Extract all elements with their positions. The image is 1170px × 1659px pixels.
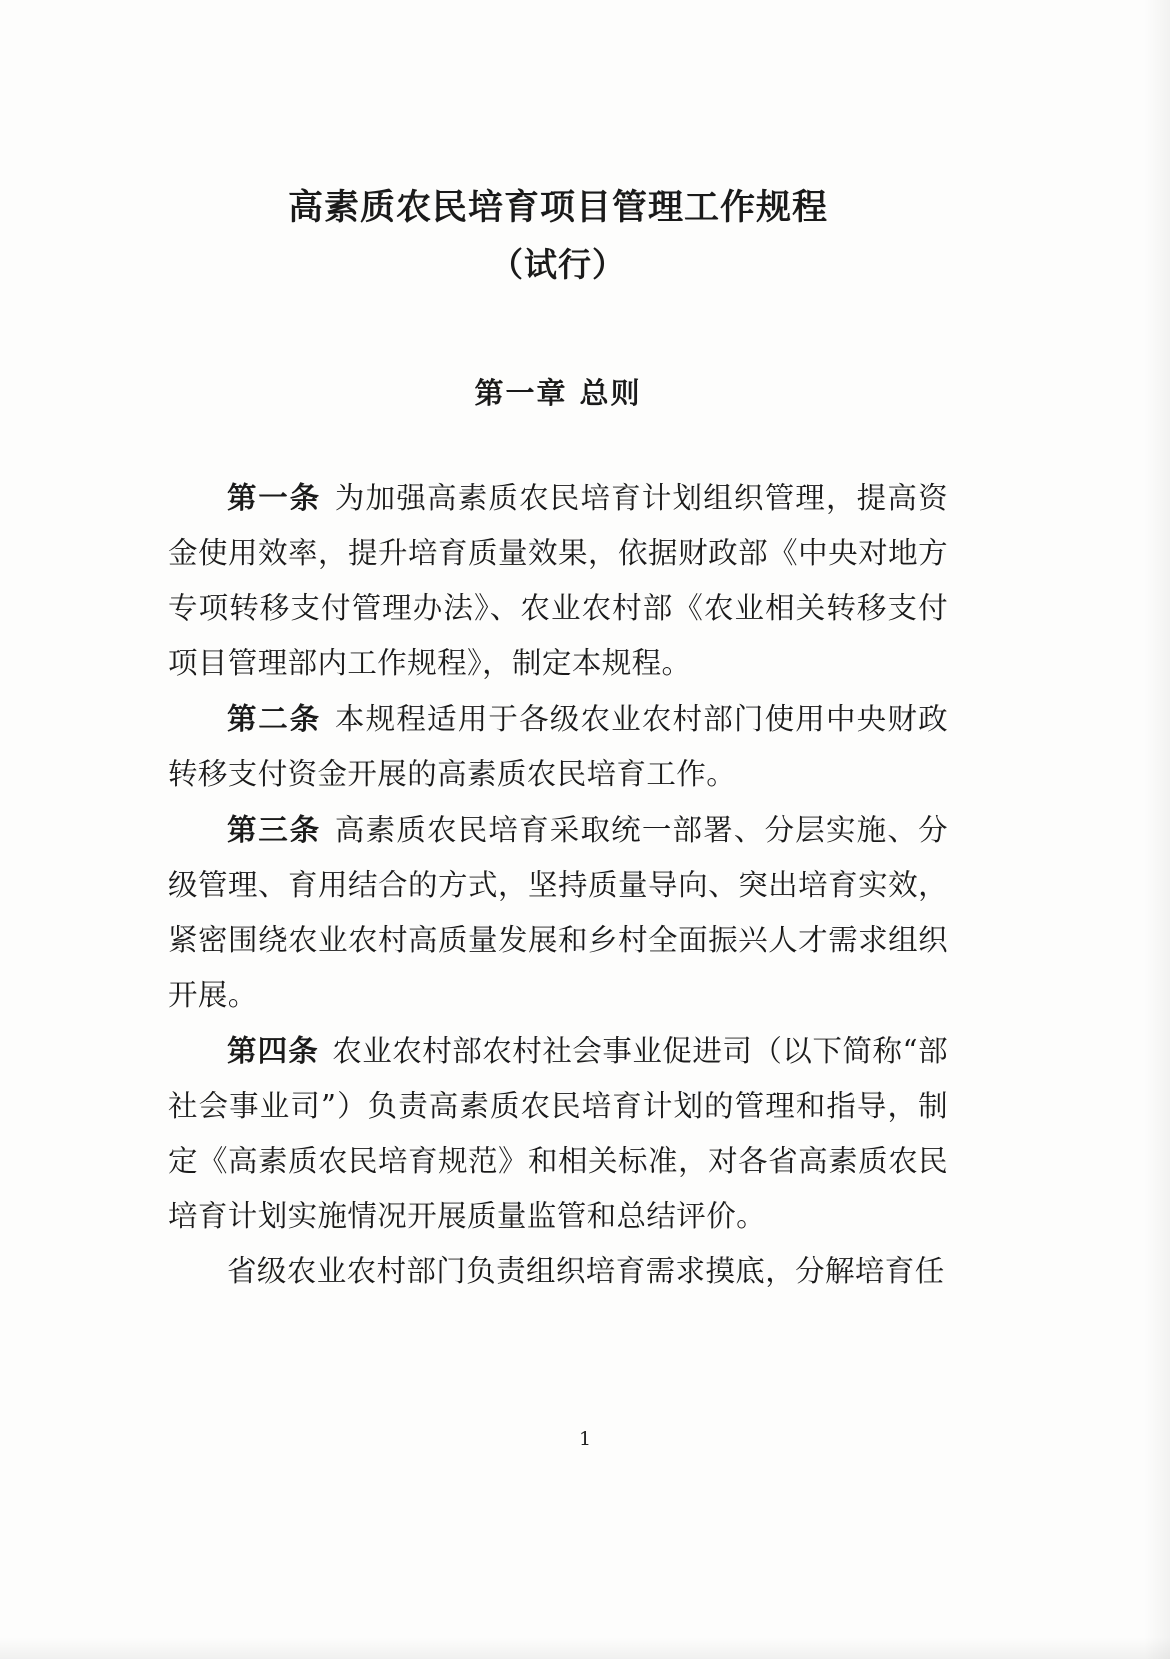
article-list [168, 470, 948, 1299]
page-title: 高素质农民培育项目管理工作规程 [287, 187, 828, 228]
article-text: 农业农村部农村社会事业促进司（以下简称“部社会事业司”）负责高素质农民培育计划的管理和指导，制定《高素质农民培育规范》和相关标准，对各省高素质农民培育计划实施情况开展质量监管和总结评价。 [168, 1034, 948, 1233]
article-paragraph [168, 470, 948, 691]
article-label: 第二条 [227, 701, 321, 736]
article-text: 高素质农民培育采取统一部署、分层实施、分级管理、育用结合的方式，坚持质量导向、突出培育实效，紧密围绕农业农村高质量发展和乡村全面振兴人才需求组织开展。 [168, 813, 948, 1012]
article-label: 第一条 [227, 480, 321, 515]
article-label: 第三条 [227, 812, 321, 847]
article-paragraph [168, 802, 948, 1023]
article-paragraph [168, 691, 948, 802]
document-content [168, 186, 948, 1299]
article-text: 本规程适用于各级农业农村部门使用中央财政转移支付资金开展的高素质农民培育工作。 [168, 702, 948, 791]
closing-paragraph: 省级农业农村部门负责组织培育需求摸底，分解培育任 [227, 1254, 945, 1288]
page-number: 1 [578, 1428, 592, 1450]
article-label: 第四条 [227, 1033, 319, 1068]
page-subtitle: （试行） [490, 244, 626, 284]
chapter-heading: 第一章 总则 [474, 376, 642, 410]
article-paragraph [168, 1023, 948, 1244]
article-text: 为加强高素质农民培育计划组织管理，提高资金使用效率，提升培育质量效果，依据财政部《中央对地方专项转移支付管理办法》、农业农村部《农业相关转移支付项目管理部内工作规程》，制定本规程。 [168, 481, 948, 680]
